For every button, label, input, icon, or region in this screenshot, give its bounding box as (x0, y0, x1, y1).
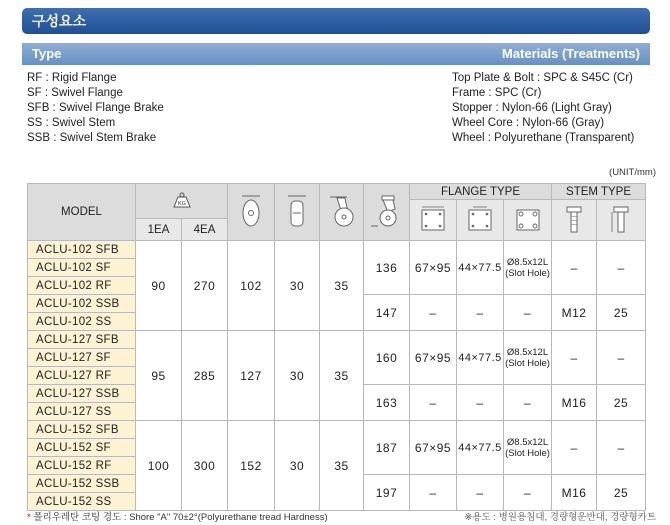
stem-length: 25 (597, 385, 646, 421)
stem-length-icon (610, 204, 632, 234)
plate-size-header (410, 200, 457, 241)
stem-length: 25 (597, 475, 646, 511)
wheel-diameter: 152 (228, 421, 275, 511)
wheel-side-icon (284, 194, 310, 228)
bolt-pitch: – (457, 295, 504, 331)
type-item: SSB : Swivel Stem Brake (27, 132, 157, 144)
weight-kg-icon (171, 192, 193, 208)
stem-height: 147 (364, 295, 410, 331)
wheel-diameter: 127 (228, 331, 275, 421)
bolt-pitch: 44×77.5 (457, 331, 504, 385)
material-item: Stopper : Nylon-66 (Light Gray) (452, 102, 612, 114)
spec-table (27, 183, 646, 511)
load-4ea: 285 (182, 331, 228, 421)
material-item: Top Plate & Bolt : SPC & S45C (Cr) (452, 72, 633, 84)
height-header (364, 184, 410, 241)
bolt-pitch-header (457, 200, 504, 241)
section-title: 구성요소 (22, 8, 650, 34)
flange-height: 187 (364, 421, 410, 475)
load-1ea: 100 (136, 421, 182, 511)
flange-height: 160 (364, 331, 410, 385)
bolt-hole (504, 241, 552, 295)
bolt-hole (504, 421, 552, 475)
offset: 35 (320, 331, 364, 421)
model-name: ACLU-152 RF (28, 457, 136, 475)
stem-thread: – (552, 241, 597, 295)
model-name: ACLU-102 RF (28, 277, 136, 295)
wheel-diameter: 102 (228, 241, 275, 331)
bolt-hole (504, 331, 552, 385)
type-label: Type (32, 46, 62, 61)
materials-list (452, 71, 634, 146)
model-name: ACLU-152 SF (28, 439, 136, 457)
load-1ea: 90 (136, 241, 182, 331)
model-name: ACLU-152 SFB (28, 421, 136, 439)
plate-size: – (410, 385, 457, 421)
material-item: Wheel : Polyurethane (Transparent) (452, 132, 635, 144)
wheel-width: 30 (275, 241, 320, 331)
model-name: ACLU-102 SF (28, 259, 136, 277)
model-name: ACLU-127 SF (28, 349, 136, 367)
usage-footnote: ※용도 : 병원용침대, 경량형운반대, 경량형카트 (464, 512, 656, 523)
type-item: RF : Rigid Flange (27, 72, 117, 84)
footnote-star: * (27, 512, 31, 523)
bolt-hole: – (504, 295, 552, 331)
bolt-pitch: – (457, 385, 504, 421)
load-1ea-header: 1EA (136, 219, 182, 241)
stem-length: 25 (597, 295, 646, 331)
stem-length: – (597, 331, 646, 385)
swivel-caster-icon (327, 194, 357, 228)
offset-header (320, 184, 364, 241)
type-item: SFB : Swivel Flange Brake (27, 102, 164, 114)
offset: 35 (320, 241, 364, 331)
stem-thread: – (552, 421, 597, 475)
stem-height: 197 (364, 475, 410, 511)
model-header: MODEL (28, 184, 136, 241)
bolt-hole-note: (Slot Hole) (505, 357, 550, 369)
model-name: ACLU-102 SSB (28, 295, 136, 313)
unit-label: (UNIT/mm) (609, 167, 656, 178)
model-name: ACLU-127 SS (28, 403, 136, 421)
stem-length-header (597, 200, 646, 241)
plate-size: – (410, 475, 457, 511)
model-name: ACLU-152 SS (28, 493, 136, 511)
model-name: ACLU-152 SSB (28, 475, 136, 493)
model-name: ACLU-127 SSB (28, 385, 136, 403)
caster-height-icon (368, 194, 406, 228)
offset: 35 (320, 421, 364, 511)
load-4ea: 300 (182, 421, 228, 511)
stem-height: 163 (364, 385, 410, 421)
stem-length: – (597, 241, 646, 295)
bolt-pitch: – (457, 475, 504, 511)
material-item: Frame : SPC (Cr) (452, 87, 542, 99)
plate-size: – (410, 295, 457, 331)
wheel-width-header (275, 184, 320, 241)
model-name: ACLU-102 SFB (28, 241, 136, 259)
stem-thread: M12 (552, 295, 597, 331)
bolt-hole-header (504, 200, 552, 241)
plate-size: 67×95 (410, 241, 457, 295)
model-name: ACLU-127 SFB (28, 331, 136, 349)
wheel-width: 30 (275, 331, 320, 421)
type-item: SF : Swivel Flange (27, 87, 123, 99)
bolt-hole-size: Ø8.5x12L (506, 256, 549, 268)
type-header-bar (22, 43, 650, 65)
load-1ea: 95 (136, 331, 182, 421)
footnote-text: 폴리우레탄 코팅 경도 : Shore "A" 70±2°(Polyurethane tread Hardness) (33, 512, 328, 523)
stem-thread: M16 (552, 475, 597, 511)
load-4ea: 270 (182, 241, 228, 331)
kg-label: KG (177, 200, 186, 207)
wheel-front-icon (238, 194, 264, 228)
flange-type-header: FLANGE TYPE (410, 184, 552, 200)
bolt-pitch: 44×77.5 (457, 421, 504, 475)
stem-type-header: STEM TYPE (552, 184, 646, 200)
stem-thread: – (552, 331, 597, 385)
bolt-hole-size: Ø8.5x12L (506, 346, 549, 358)
type-item: SS : Swivel Stem (27, 117, 116, 129)
plate-size: 67×95 (410, 421, 457, 475)
hardness-footnote (27, 509, 328, 523)
material-item: Wheel Core : Nylon-66 (Gray) (452, 117, 605, 129)
stem-thread: M16 (552, 385, 597, 421)
bolt-hole: – (504, 385, 552, 421)
type-list (27, 71, 164, 146)
bolt-pitch: 44×77.5 (457, 241, 504, 295)
wheel-diameter-header (228, 184, 275, 241)
bolt-pitch-icon (465, 204, 495, 234)
load-4ea-header: 4EA (182, 219, 228, 241)
flange-height: 136 (364, 241, 410, 295)
stem-thread-header (552, 200, 597, 241)
model-name: ACLU-102 SS (28, 313, 136, 331)
bolt-hole-icon (513, 204, 543, 234)
bolt-hole: – (504, 475, 552, 511)
stem-length: – (597, 421, 646, 475)
plate-size-icon (418, 204, 448, 234)
wheel-width: 30 (275, 421, 320, 511)
stem-thread-icon (563, 204, 585, 234)
plate-size: 67×95 (410, 331, 457, 385)
bolt-hole-size: Ø8.5x12L (506, 436, 549, 448)
bolt-hole-note: (Slot Hole) (505, 267, 550, 279)
load-header (136, 184, 228, 219)
model-name: ACLU-127 RF (28, 367, 136, 385)
bolt-hole-note: (Slot Hole) (505, 447, 550, 459)
materials-label: Materials (Treatments) (502, 46, 640, 61)
